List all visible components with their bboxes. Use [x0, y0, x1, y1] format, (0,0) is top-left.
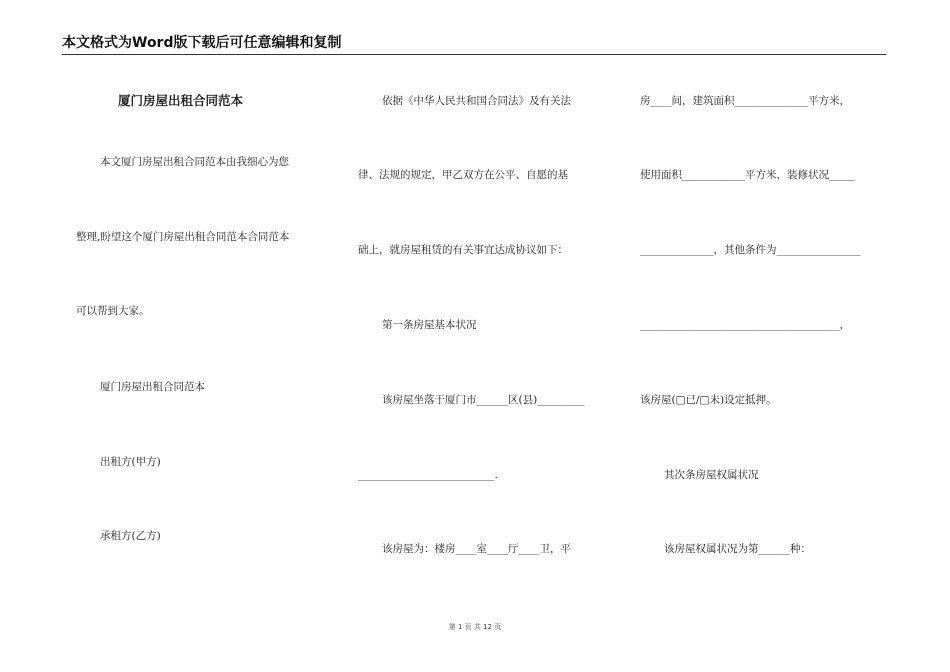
page-header: 本文格式为Word版下载后可任意编辑和复制 [62, 34, 886, 55]
section-heading: 其次条房屋权属状况 [664, 469, 759, 481]
lessee-line: 承租方(乙方) [100, 530, 161, 542]
document-title: 厦门房屋出租合同范本 [118, 93, 244, 108]
paragraph-line: 使用面积____________平方米，装修状况_____ [640, 169, 856, 181]
section-heading: 第一条房屋基本状况 [382, 319, 477, 331]
paragraph-line: 本文厦门房屋出租合同范本由我细心为您 [100, 156, 289, 168]
paragraph-line: ______________________________________， [640, 319, 850, 331]
paragraph-line: 该房屋为：楼房____室____厅____卫，平 [382, 543, 571, 555]
paragraph-line: ______________，其他条件为________________ [640, 244, 861, 256]
lessor-line: 出租方(甲方) [100, 456, 161, 468]
paragraph-line: 该房屋坐落于厦门市______区(县)_________ [382, 394, 585, 406]
paragraph-line: 该房屋(□已/□未)设定抵押。 [640, 394, 777, 406]
paragraph-line: 可以帮到大家。 [76, 305, 150, 317]
paragraph-line: 依据《中华人民共和国合同法》及有关法 [382, 95, 571, 107]
paragraph-line: 厦门房屋出租合同范本 [100, 381, 205, 393]
paragraph-line: 该房屋权属状况为第______种： [664, 543, 811, 555]
paragraph-line: 整理,盼望这个厦门房屋出租合同范本合同范本 [76, 231, 290, 243]
page-number: 第 1 页 共 12 页 [448, 623, 502, 631]
paragraph-line: 础上，就房屋租赁的有关事宜达成协议如下： [358, 244, 568, 256]
paragraph-line: __________________________. [358, 469, 498, 481]
paragraph-line: 律、法规的规定，甲乙双方在公平、自愿的基 [358, 169, 568, 181]
paragraph-line: 房____间，建筑面积______________平方米， [640, 95, 850, 107]
